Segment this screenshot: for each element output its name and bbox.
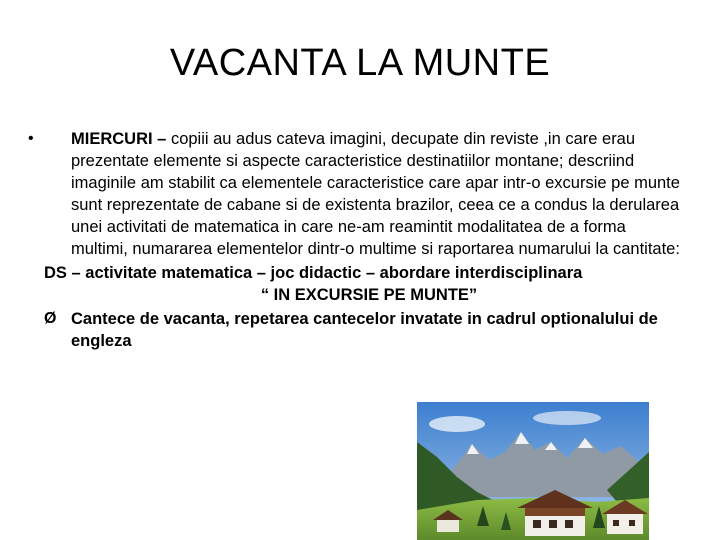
ds-activity-line: DS – activitate matematica – joc didactic – abordare interdisciplinara bbox=[44, 264, 583, 282]
arrow-bullet-text: Cantece de vacanta, repetarea cantecelor invatate in cadrul optionalului de engleza bbox=[71, 310, 658, 350]
mountain-landscape-image bbox=[417, 402, 649, 540]
cloud bbox=[533, 411, 601, 425]
chalet-window bbox=[565, 520, 573, 528]
bullet-item-miercuri bbox=[28, 128, 684, 260]
chalet-window bbox=[613, 520, 619, 526]
slide-title: VACANTA LA MUNTE bbox=[169, 42, 551, 84]
bullet-marker: • bbox=[28, 130, 34, 147]
chalet-window bbox=[549, 520, 557, 528]
chalet-window bbox=[629, 520, 635, 526]
mountain-village-photo bbox=[417, 402, 649, 540]
bullet-text: copiii au adus cateva imagini, decupate din reviste ,in care erau prezentate elemente si aspecte caracteristice destinatiilor montane; descriind imaginile am stabilit ca elementele caracteristice care apar intr-o excursie pe munte sunt reprezentate de cabane si de existenta brazilor, ceea ce a condus la derularea unei activitati de matematica in care ne-am reamintit modalitatea de a forma multimi, numararea elementelor dintr-o multime si raportarea numarului la cantitate: bbox=[71, 130, 680, 258]
activity-title-quote: “ IN EXCURSIE PE MUNTE” bbox=[260, 286, 478, 304]
chalet-window bbox=[533, 520, 541, 528]
chalet-wall bbox=[607, 512, 643, 534]
bullet-lead: MIERCURI – bbox=[71, 130, 171, 148]
slide-body bbox=[28, 128, 684, 352]
arrow-bullet-icon: Ø bbox=[44, 310, 57, 327]
small-house bbox=[437, 518, 459, 532]
cloud bbox=[429, 416, 485, 432]
arrow-bullet-item bbox=[44, 308, 684, 352]
